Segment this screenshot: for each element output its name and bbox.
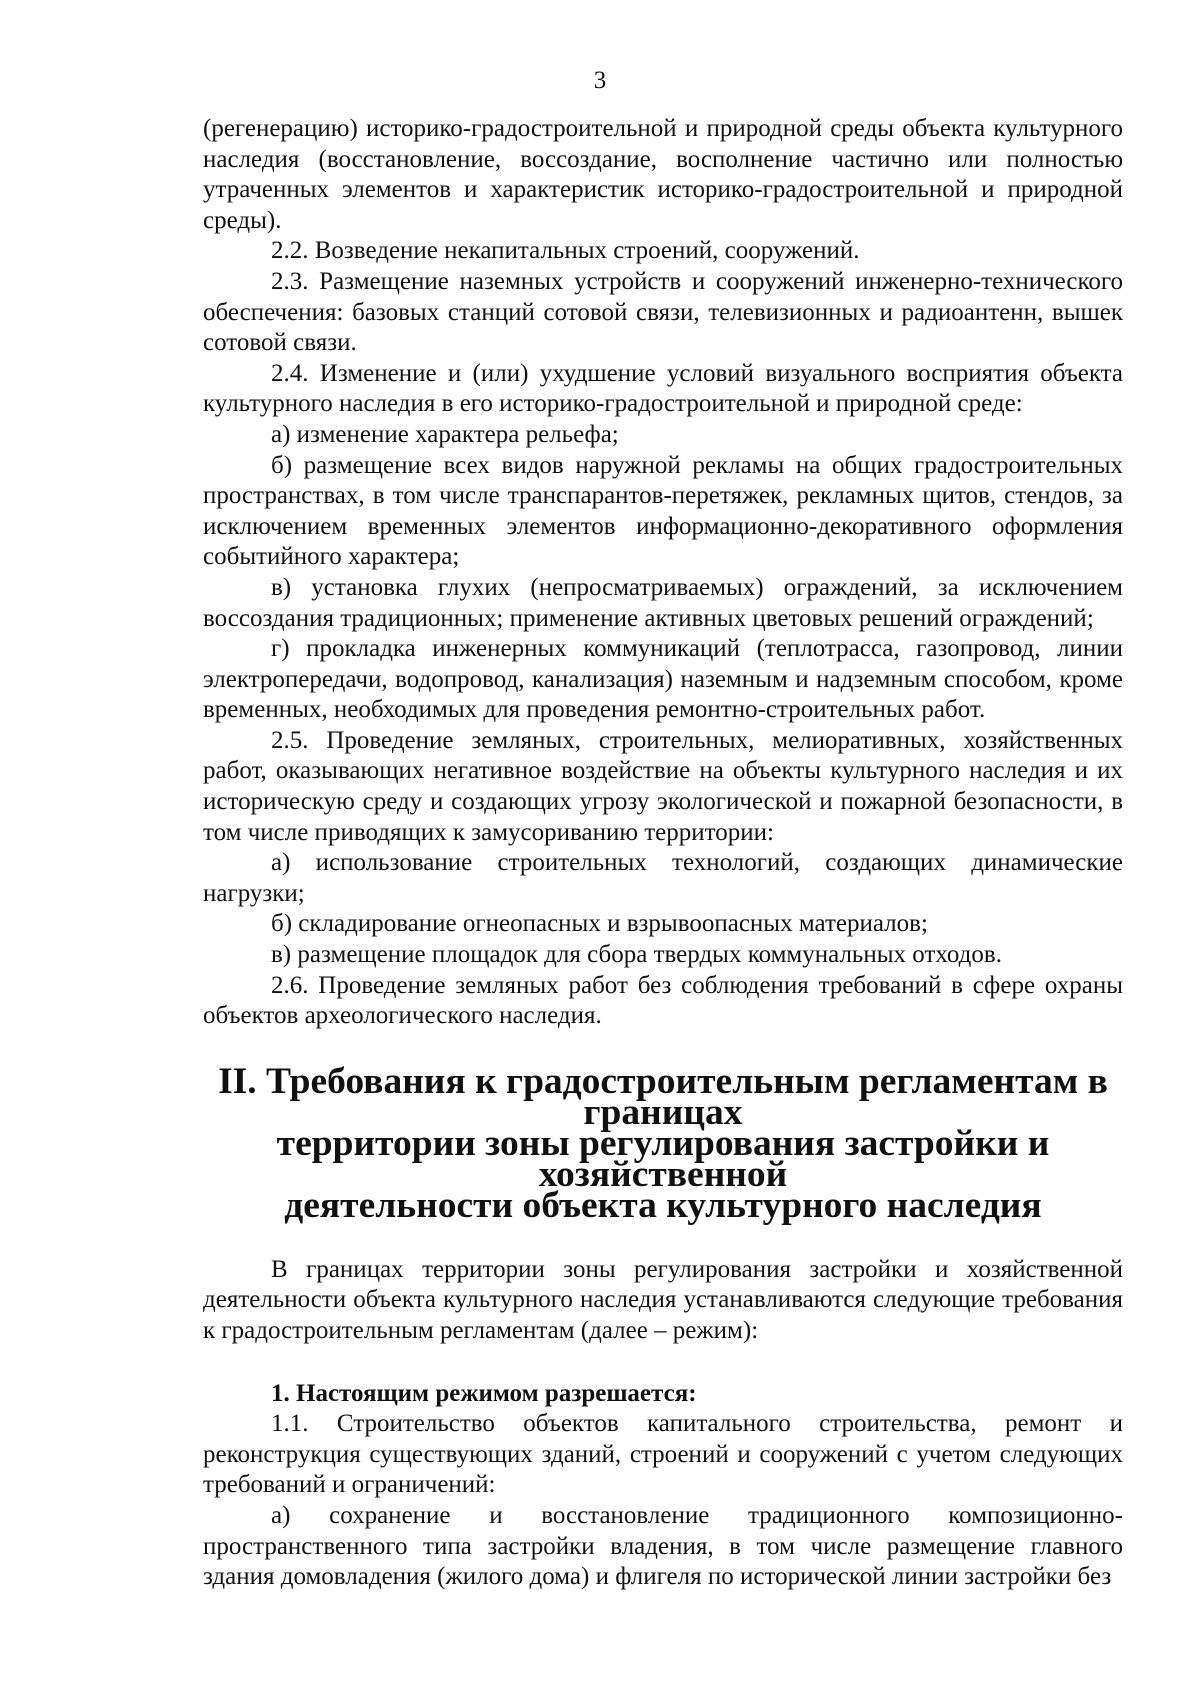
paragraph-2-4-v: в) установка глухих (непросматриваемых) ограждений, за исключением воссоздания традиционных; применение активных цветовых решений ограждений; [203,573,1123,632]
paragraph-1-1: 1.1. Строительство объектов капитального строительства, ремонт и реконструкция существующих зданий, строений и сооружений с учетом следующих требований и ограничений: [203,1410,1123,1499]
paragraph-1-1-a: а) сохранение и восстановление традиционного композиционно-пространственного типа застройки владения, в том числе размещение главного здания домовладения (жилого дома) и флигеля по исторической линии застройки без [203,1501,1123,1591]
paragraph-2-4-a: а) изменение характера рельефа; [271,420,619,448]
paragraph-2-5-b: б) складирование огнеопасных и взрывоопасных материалов; [271,910,928,938]
paragraph-2-5-a: а) использование строительных технологий, создающих динамические нагрузки; [203,849,1123,907]
section-heading-line-3: деятельности объекта культурного наследия [284,1184,1042,1226]
paragraph-regeneration: (регенерацию) историко-градостроительной и природной среды объекта культурного наследия (восстановление, воссоздание, восполнение частично или полностью утраченных элементов и характеристик историко-градостроительной и природной среды). [203,115,1123,234]
paragraph-2-4-b: б) размещение всех видов наружной рекламы на общих градостроительных пространствах, в том числе транспарантов-перетяжек, рекламных щитов, стендов, за исключением временных элементов информационно-декоративного оформления событийного характера; [203,451,1123,571]
paragraph-2-3: 2.3. Размещение наземных устройств и сооружений инженерно-технического обеспечения: базовых станций сотовой связи, телевизионных и радиоантенн, вышек сотовой связи. [203,267,1123,357]
paragraph-2-6: 2.6. Проведение земляных работ без соблюдения требований в сфере охраны объектов археологического наследия. [203,971,1123,1030]
section-heading [203,1060,1123,1226]
paragraph-2-5: 2.5. Проведение земляных, строительных, мелиоративных, хозяйственных работ, оказывающих негативное воздействие на объекты культурного наследия и их историческую среду и создающих угрозу экологической и пожарной безопасности, в том числе приводящих к замусориванию территории: [203,726,1123,846]
document-body [203,114,1123,1593]
paragraph-2-2: 2.2. Возведение некапитальных строений, сооружений. [271,237,860,265]
paragraph-2-4-g: г) прокладка инженерных коммуникаций (теплотрасса, газопровод, линии электропередачи, водопровод, канализация) наземным и надземным способом, кроме временных, необходимых для проведения ремонтно-строительных работ. [203,635,1123,724]
section-heading-line-1: II. Требования к градостроительным регламентам в границах [218,1060,1108,1133]
intro-paragraph: В границах территории зоны регулирования застройки и хозяйственной деятельности объекта культурного наследия устанавливаются следующие требования к градостроительным регламентам (далее – режим): [203,1255,1123,1344]
page-number: 3 [593,67,607,94]
subheading-allowed: 1. Настоящим режимом разрешается: [271,1379,697,1407]
paragraph-2-4: 2.4. Изменение и (или) ухудшение условий визуального восприятия объекта культурного наследия в его историко-градостроительной и природной среде: [203,359,1123,418]
paragraph-2-5-v: в) размещение площадок для сбора твердых коммунальных отходов. [271,941,1002,969]
section-heading-line-2: территории зоны регулирования застройки и хозяйственной [276,1122,1050,1195]
